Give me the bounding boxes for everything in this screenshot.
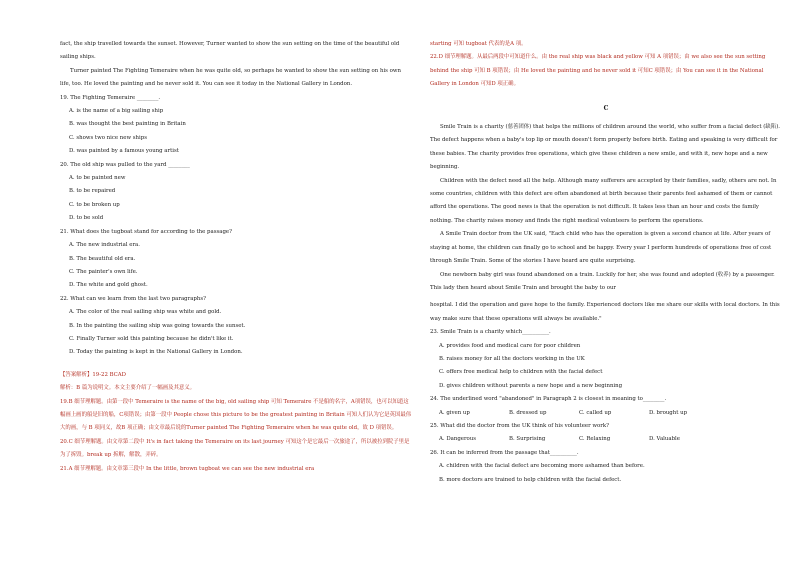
option: A. is the name of a big sailing ship [69, 108, 164, 115]
passage-c-paragraph: Smile Train is a charity (慈善团体) that helps the millions of children around the world, who suffer from a facial defect (缺陷). The defect happens when a baby's top lip or mouth doesn't form properly before birth. Eating and speaking is very difficult for these babies. The charity provides free operations, which give these children a new smile, and with it, new hope and a new beginning. [430, 124, 781, 171]
question-26: 26. It can be inferred from the passage that__________. [430, 449, 579, 456]
option: D. brought up [649, 409, 688, 416]
options-row [430, 407, 782, 420]
option: A. The new industrial era. [69, 242, 140, 249]
option: C. called up [579, 409, 612, 416]
options-row [430, 433, 782, 446]
answer-intro: 解析：B 篇为说明文。本文主要介绍了一幅画及其意义。 [60, 385, 196, 392]
passage-b-paragraph: fact, the ship travelled towards the sunset. However, Turner wanted to show the sun setting on the time of the beautiful old sailing ships. [60, 41, 400, 61]
option: B. Surprising [509, 436, 546, 443]
question-21: 21. What does the tugboat stand for according to the passage? [60, 228, 232, 235]
left-column [60, 38, 412, 476]
option: C. shows two nice new ships [69, 134, 147, 141]
option: D. gives children without parents a new hope and a new beginning [439, 382, 623, 389]
passage-c-paragraph: hospital. I did the operation and gave hope to the family. Experienced doctors like me share our skills with local doctors. In this way make sure that these operations will always be available." [430, 302, 780, 322]
option: D. The white and gold ghost. [69, 282, 148, 289]
question-24: 24. The underlined word "abandoned" in Paragraph 2 is closest in meaning to________. [430, 396, 667, 403]
option: B. to be repaired [69, 188, 116, 195]
passage-c-paragraph: One newborn baby girl was found abandoned on a train. Luckily for her, she was found and adopted (收养) by a passenger. This lady then heard about Smile Train and brought the baby to our [430, 271, 775, 291]
option: D. Today the painting is kept in the National Gallery in London. [69, 349, 243, 356]
option: A. provides food and medical care for poor children [439, 342, 581, 349]
section-heading: C [603, 104, 609, 112]
option: D. Valuable [649, 436, 680, 443]
passage-c-paragraph: Children with the defect need all the help. Although many sufferers are accepted by their families, sadly, others are not. In some countries, children with this defect are often abandoned at birth because their parents feel ashamed of them or cannot afford the operations. The good news is that the operation is not difficult. It takes less than an hour and costs the family nothing. The charity raises money and finds the right medical volunteers to perform the operations. [430, 177, 777, 224]
answer-explanation: 20.C 细节理解题。由文章第二段中 It's in fact taking the Temeraire on its last journey 可知这个是它最后一次旅途了，所以被拉到院子里是为了拆毁。break up 拆解，解散，弄碎。 [60, 438, 410, 459]
option: B. The beautiful old era. [69, 255, 136, 262]
option: D. was painted by a famous young artist [69, 148, 179, 155]
option: A. given up [439, 409, 470, 416]
answer-explanation: starting 可知 tugboat 代表的是A 项。 [430, 41, 527, 47]
option: B. dressed up [509, 409, 547, 416]
answer-heading: 【答案解析】19-22 BCAD [60, 371, 126, 378]
option: B. was thought the best painting in Britain [69, 121, 186, 128]
answer-explanation: 19.B 细节理解题。由第一段中 Temeraire is the name of the big, old sailing ship 可知 Temeraire 不是船的名字，A项错误，也可以知道这幅画上画的船是旧的船，C项错误；由第一段中 People chose this picture to be the greatest painting in Britain 可知人们认为它是英国最伟大的画，与 B 项同义，故B 项正确；由文章最后说的Turner painted The Fighting Temeraire when he was quite old，故 D 项错误。 [60, 398, 412, 432]
passage-b-paragraph: Turner painted The Fighting Temeraire when he was quite old, so perhaps he wanted to show the sun setting on his own life, too. He loved the painting and he never sold it. You can see it today in the National Gallery in London. [60, 67, 401, 88]
option: C. The painter's own life. [69, 268, 138, 275]
answer-explanation: 22.D 细节理解题。从最后两段中可知道什么。由 the real ship was black and yellow 可知 A 项错误；由 we also see the sun setting behind the ship 可知 B 项错误；由 He loved the painting and he never sold it 可知C 项错误；由 You can see it in the National Gallery in London 可知D 项正确。 [430, 54, 766, 88]
option: D. to be sold [69, 215, 104, 222]
right-column [430, 38, 782, 487]
question-19: 19. The Fighting Temeraire ________. [60, 94, 161, 101]
option: B. raises money for all the doctors working in the UK [439, 355, 585, 362]
option: A. to be painted new [69, 175, 126, 182]
option: B. more doctors are trained to help children with the facial defect. [439, 476, 622, 483]
question-23: 23. Smile Train is a charity which__________. [430, 329, 551, 336]
question-20: 20. The old ship was pulled to the yard ________ [60, 161, 190, 168]
question-25: 25. What did the doctor from the UK think of his volunteer work? [430, 422, 609, 429]
option: C. Finally Turner sold this painting because he didn't like it. [69, 335, 234, 342]
option: A. Dangerous [439, 436, 477, 443]
option: B. In the painting the sailing ship was going towards the sunset. [69, 322, 246, 329]
option: A. The color of the real sailing ship was white and gold. [69, 309, 222, 316]
answer-explanation: 21.A 细节理解题。由文章第三段中 In the little, brown tugboat we can see the new industrial era [60, 465, 315, 472]
option: C. Relaxing [579, 436, 611, 443]
passage-c-paragraph: A Smile Train doctor from the UK said, "Each child who has the operation is given a second chance at life. After years of staying at home, the children can finally go to school and be happy. Every year I perform hundreds of operations free of cost through Smile Train. Some of the stories I have heard are quite surprising. [430, 231, 772, 265]
option: C. to be broken up [69, 201, 120, 208]
option: A. children with the facial defect are becoming more ashamed than before. [439, 463, 645, 470]
question-22: 22. What can we learn from the last two paragraphs? [60, 295, 207, 302]
option: C. offers free medical help to children with the facial defect [439, 369, 603, 376]
